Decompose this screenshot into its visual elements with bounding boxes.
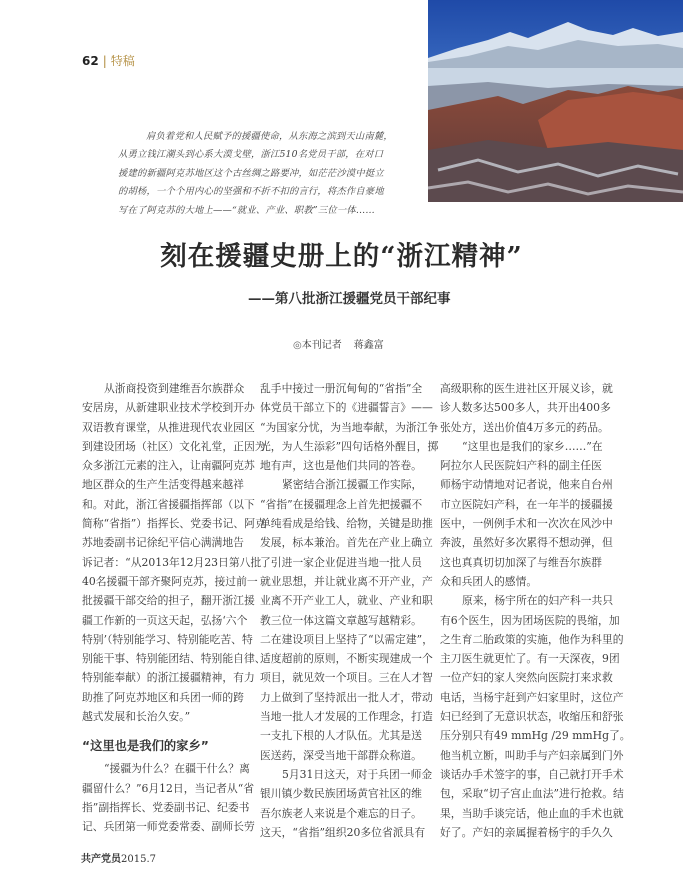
text-line: 诉记者：“从2013年12月23日第八批 [82, 555, 262, 569]
text-line: 业离不开产业工人，就业、产业和职 [260, 594, 433, 608]
text-line: 紧密结合浙江援疆工作实际， [282, 478, 423, 492]
text-line: “援疆为什么？在疆干什么？离 [104, 762, 250, 776]
page-header [82, 52, 135, 69]
section-label: 特稿 [110, 54, 135, 68]
text-line: 好了。产妇的亲属握着杨宇的手久久 [440, 825, 613, 839]
byline [293, 336, 384, 351]
intro-line: 写在了阿克苏的大地上——“就业、产业、职教”三位一体…… [118, 204, 375, 216]
text-line: 双语教育课堂，从推进现代农业园区 [82, 420, 255, 434]
text-line: 力上做到了坚持派出一批人才，带动 [260, 690, 433, 704]
text-line: 简称“省指”）指挥长、党委书记、阿克 [82, 517, 266, 531]
header-divider: | [102, 54, 107, 68]
text-line: 疆留什么？”6月12日，当记者从“省 [82, 781, 255, 795]
text-line: 医中，一例例手术和一次次在风沙中 [440, 517, 613, 531]
text-line: 当地一批人才发展的工作理念，打造 [260, 710, 433, 724]
text-line: 一位产妇的家人突然向医院打来求救 [440, 671, 613, 685]
text-line: “省指”在援疆理念上首先把援疆不 [260, 497, 423, 511]
landscape-illustration [428, 0, 683, 202]
text-line: 助推了阿克苏地区和兵团一师的跨 [82, 690, 244, 704]
text-line: 谈话办手术签字的事，自己就打开手术 [440, 767, 624, 781]
text-line: 特别能奉献）的浙江援疆精神，有力 [82, 671, 255, 685]
text-line: 安居房，从新建职业技术学校到开办 [82, 401, 255, 415]
text-column-1 [82, 379, 266, 837]
text-line: “这里也是我们的家乡……”在 [462, 439, 603, 453]
text-line: 乱手中接过一册沉甸甸的“省指”全 [260, 382, 423, 395]
text-line: 别能干事、特别能团结、特别能自律、 [82, 652, 266, 666]
issue-number: 2015.7 [121, 854, 156, 865]
text-line: 地有声，这也是他们共同的答卷。 [260, 459, 422, 473]
text-line: 体党员干部立下的《进疆誓言》—— [260, 401, 433, 415]
text-line: 包，采取“切子宫止血法”进行抢救。结 [440, 787, 624, 801]
text-line: 教三位一体这篇文章越写越精彩。 [260, 613, 422, 627]
text-line: 了引进一家企业促进当地一批人员 [260, 555, 422, 569]
text-line: 项目，就见效一个项目。三在人才智 [260, 671, 433, 685]
text-line: 光，为人生添彩”四句话格外醒目，掷 [260, 439, 439, 453]
text-line: 指”副指挥长、党委副书记、纪委书 [82, 800, 250, 814]
text-line: 众多浙江元素的注入，让南疆阿克苏 [82, 459, 255, 473]
byline-author: 蒋鑫富 [353, 340, 384, 351]
intro-paragraph [118, 128, 420, 220]
text-line: 地区群众的生产生活变得越来越祥 [82, 478, 244, 492]
text-column-3 [440, 379, 631, 842]
text-line: 一支扎下根的人才队伍。尤其是送 [260, 729, 422, 743]
page-footer [81, 850, 156, 865]
page-number: 62 [82, 54, 99, 68]
text-line: 二在建设项目上坚持了“以需定建”， [260, 632, 433, 646]
text-line: 到建设团场（社区）文化礼堂，正因为 [82, 439, 266, 453]
text-line: 阿拉尔人民医院妇产科的副主任医 [440, 459, 602, 473]
text-line: 吾尔族老人来说是个难忘的日子。 [260, 806, 422, 820]
text-line: 这天，“省指”组织20多位省派具有 [260, 825, 426, 839]
text-line: 主刀医生就更忙了。有一天深夜，9团 [440, 652, 620, 666]
text-line: 果，当助手谈完话，他止血的手术也就 [440, 806, 624, 820]
text-line: 众和兵团人的感情。 [440, 574, 538, 588]
magazine-name: 共产党员 [81, 854, 121, 865]
byline-mark: ◎ [293, 340, 302, 351]
text-line: “为国家分忧，为当地奉献，为浙江争 [260, 420, 439, 434]
text-column-2 [260, 379, 439, 842]
text-line: 发展，标本兼治。首先在产业上确立 [260, 536, 433, 550]
text-line: 原来，杨宇所在的妇产科一共只 [462, 594, 614, 608]
text-line: 特别’（特别能学习、特别能吃苦、特 [82, 632, 253, 646]
text-line: 高级职称的医生进社区开展义诊，就 [440, 382, 613, 395]
text-line: 这也真真切切加深了与维吾尔族群 [440, 555, 602, 569]
text-line: 有6个医生，因为团场医院的畏缩，加 [440, 613, 620, 627]
article-subtitle: ——第八批浙江援疆党员干部纪事 [248, 291, 451, 307]
text-line: 适度超前的原则，不断实现建成一个 [260, 652, 433, 666]
intro-line: 从勇立钱江潮头到心系大漠戈壁，浙江510名党员干部，在对口 [118, 149, 384, 161]
text-line: 记、兵团第一师党委常委、副师长劳 [82, 820, 255, 834]
text-line: 之生育二胎政策的实施，他作为科里的 [440, 632, 624, 646]
text-line: 5月31日这天，对于兵团一师金 [282, 767, 433, 781]
text-line: 医送药，深受当地干部群众称道。 [260, 748, 422, 762]
mountain-landscape-photo [428, 0, 683, 202]
text-line: 单纯看成是给钱、给物，关键是助推 [260, 517, 433, 531]
text-line: 诊人数多达500多人，共开出400多 [440, 401, 611, 415]
text-line: 就业思想，并让就业离不开产业，产 [260, 574, 433, 588]
text-line: 张处方，送出价值4万多元的药品。 [440, 420, 609, 434]
section-subhead: “这里也是我们的家乡” [82, 739, 209, 754]
text-line: 压分别只有49 mmHg /29 mmHg了。 [440, 729, 631, 743]
text-line: 疆工作新的一页这天起，弘扬‘六个 [82, 613, 248, 627]
text-line: 市立医院妇产科，在一年半的援疆援 [440, 497, 613, 511]
text-line: 银川镇少数民族团场黄官社区的维 [260, 787, 422, 801]
text-line: 他当机立断，叫助手与产妇亲属到门外 [440, 748, 624, 762]
text-line: 40名援疆干部齐聚阿克苏，接过前一 [82, 574, 258, 588]
text-line: 从浙商投资到建维吾尔族群众 [104, 382, 245, 395]
intro-line: 肩负着党和人民赋予的援疆使命，从东海之滨到天山南麓， [146, 131, 393, 142]
text-line: 电话，当杨宇赶到产妇家里时，这位产 [440, 690, 624, 704]
intro-line: 的胡杨，一个个用内心的坚强和不折不扣的言行，将杰作自豪地 [118, 186, 384, 198]
text-line: 和。对此，浙江省援疆指挥部（以下 [82, 497, 255, 511]
text-line: 师杨宇动情地对记者说，他来自台州 [440, 478, 613, 492]
byline-role: 本刊记者 [301, 340, 342, 351]
text-line: 奔波，虽然好多次累得不想动弹，但 [440, 536, 613, 550]
text-line: 苏地委副书记徐纪平信心满满地告 [82, 536, 244, 550]
article-title: 刻在援疆史册上的“浙江精神” [160, 241, 523, 272]
text-line: 妇已经到了无意识状态，收缩压和舒张 [440, 710, 624, 724]
text-line: 越式发展和长治久安。” [82, 710, 191, 724]
text-line: 批援疆干部交给的担子，翻开浙江援 [82, 594, 255, 608]
intro-line: 援建的新疆阿克苏地区这个古丝绸之路要冲，如茫茫沙漠中挺立 [118, 167, 384, 179]
